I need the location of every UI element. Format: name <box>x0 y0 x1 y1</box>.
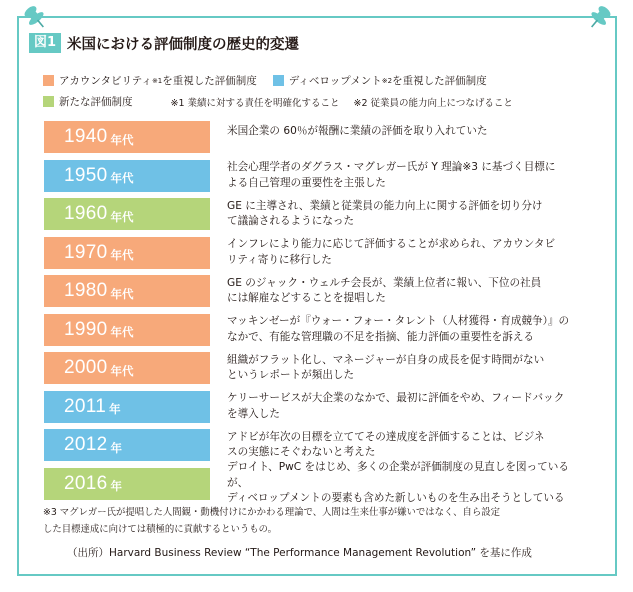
year-badge <box>44 429 210 461</box>
year-badge <box>44 391 210 423</box>
event-line-2: リティ寄りに移行した <box>227 253 332 266</box>
event-line-2: を導入した <box>227 407 280 420</box>
footnote-line-1: ※3 マグレガー氏が提唱した人間観・動機付けにかかわる理論で、人間は生来仕事が嫌いではなく、自ら設定 <box>43 507 501 518</box>
timeline-row <box>44 391 589 423</box>
figure-number-badge: 図1 <box>29 33 61 53</box>
event-line-1: ケリーサービスが大企業のなかで、最初に評価をやめ、フィードバック <box>227 392 565 404</box>
legend-note-2: ※2 従業員の能力向上につなげること <box>353 97 513 109</box>
event-line-2: スの実態にそぐわないと考えた <box>227 446 376 458</box>
year-badge <box>44 198 210 230</box>
event-line-2: というレポートが頻出した <box>227 369 355 381</box>
legend-row-1 <box>43 73 487 88</box>
legend-row-2 <box>43 94 513 109</box>
legend-item-development <box>273 73 487 88</box>
year-suffix: 年代 <box>110 248 134 262</box>
year-badge <box>44 121 210 153</box>
event-description <box>227 461 589 505</box>
event-line-1: 米国企業の 60％が報酬に業績の評価を取り入れていた <box>227 125 488 137</box>
event-line-1: GE に主導され、業績と従業員の能力向上に関する評価を切り分け <box>227 199 543 212</box>
year-suffix: 年 <box>109 402 121 416</box>
year-suffix: 年代 <box>110 286 134 301</box>
event-line-2: なかで、有能な管理職の不足を指摘、能力評価の重要性を訴える <box>227 330 535 343</box>
event-description <box>227 275 589 307</box>
legend-label-new: 新たな評価制度 <box>59 96 133 108</box>
event-line-1: インフレにより能力に応じて評価することが求められ、アカウンタビ <box>227 238 556 250</box>
source-citation: （出所）Harvard Business Review “The Performance Management Revolution” を基に作成 <box>67 547 532 559</box>
figure-title-row <box>29 32 299 54</box>
timeline-row <box>44 275 589 307</box>
event-line-1: マッキンゼーが『ウォー・フォー・タレント（人材獲得・育成競争）』の <box>227 315 570 327</box>
timeline-row <box>44 352 589 384</box>
event-line-1: アドビが年次の目標を立ててその達成度を評価することは、ビジネ <box>227 430 545 443</box>
year-label: 1980 <box>64 280 108 301</box>
year-badge <box>44 275 210 307</box>
event-description <box>227 198 589 230</box>
legend-swatch-accountability <box>43 75 54 86</box>
event-line-1: 社会心理学者のダグラス・マグレガー氏が Y 理論※3 に基づく目標に <box>227 161 556 173</box>
year-label: 2016 <box>64 472 108 494</box>
legend-swatch-development <box>273 75 284 86</box>
timeline-row <box>44 160 589 192</box>
timeline-row <box>44 237 589 269</box>
year-label: 2012 <box>64 434 108 455</box>
year-badge <box>44 237 210 269</box>
legend-swatch-new <box>43 96 54 107</box>
year-suffix: 年代 <box>110 363 134 378</box>
event-line-1: GE のジャック・ウェルチ会長が、業績上位者に報い、下位の社員 <box>227 276 542 289</box>
year-badge <box>44 160 210 192</box>
year-suffix: 年代 <box>110 209 134 224</box>
event-description <box>227 160 589 192</box>
footnote <box>43 504 598 538</box>
year-suffix: 年代 <box>110 132 134 147</box>
event-description <box>227 391 589 423</box>
year-label: 1950 <box>64 164 108 186</box>
event-line-1: デロイト、PwC をはじめ、多くの企業が評価制度の見直しを図っているが、 <box>227 461 569 489</box>
legend-suffix-development: を重視した評価制度 <box>392 75 487 87</box>
year-suffix: 年代 <box>110 171 134 185</box>
timeline-row <box>44 429 589 461</box>
event-line-2: には解雇などすることを提唱した <box>227 292 386 304</box>
legend-note-1: ※1 業績に対する責任を明確化すること <box>170 97 340 109</box>
pushpin-icon <box>585 2 615 32</box>
timeline-row <box>44 198 589 230</box>
year-label: 1940 <box>64 126 108 147</box>
legend-label-development: ディベロップメント <box>288 75 382 87</box>
year-badge <box>44 352 210 384</box>
event-description <box>227 352 589 384</box>
legend-item-new <box>43 94 133 109</box>
event-description <box>227 314 589 346</box>
event-description <box>227 237 589 269</box>
timeline-row <box>44 314 589 346</box>
timeline-row <box>44 461 589 505</box>
year-badge <box>44 468 210 500</box>
event-description <box>227 429 589 461</box>
year-label: 1990 <box>64 318 108 340</box>
legend-suffix-accountability: を重視した評価制度 <box>162 75 257 87</box>
pushpin-icon <box>20 2 50 32</box>
year-label: 2011 <box>64 395 107 417</box>
legend-item-accountability <box>43 73 257 88</box>
timeline-row <box>44 121 589 153</box>
year-badge <box>44 314 210 346</box>
year-label: 1960 <box>64 203 108 224</box>
event-line-1: 組織がフラット化し、マネージャーが自身の成長を促す時間がない <box>227 353 545 366</box>
year-label: 1970 <box>64 241 108 263</box>
legend-sup-1: ※1 <box>151 76 163 85</box>
footnote-line-2: した目標達成に向けては積極的に貢献するというもの。 <box>43 524 278 535</box>
event-description <box>227 121 589 153</box>
year-suffix: 年 <box>110 440 122 455</box>
event-line-2: て議論されるようになった <box>227 215 355 227</box>
legend-label-accountability: アカウンタビリティ <box>59 75 152 87</box>
legend-sup-2: ※2 <box>381 76 393 85</box>
event-line-2: よる自己管理の重要性を主張した <box>227 176 386 189</box>
event-line-2: ディベロップメントの要素も含めた新しいものを生み出そうとしている <box>227 492 565 505</box>
figure-title: 米国における評価制度の歴史的変遷 <box>67 36 300 53</box>
year-suffix: 年代 <box>110 325 134 339</box>
year-label: 2000 <box>64 357 108 378</box>
year-suffix: 年 <box>110 479 122 493</box>
